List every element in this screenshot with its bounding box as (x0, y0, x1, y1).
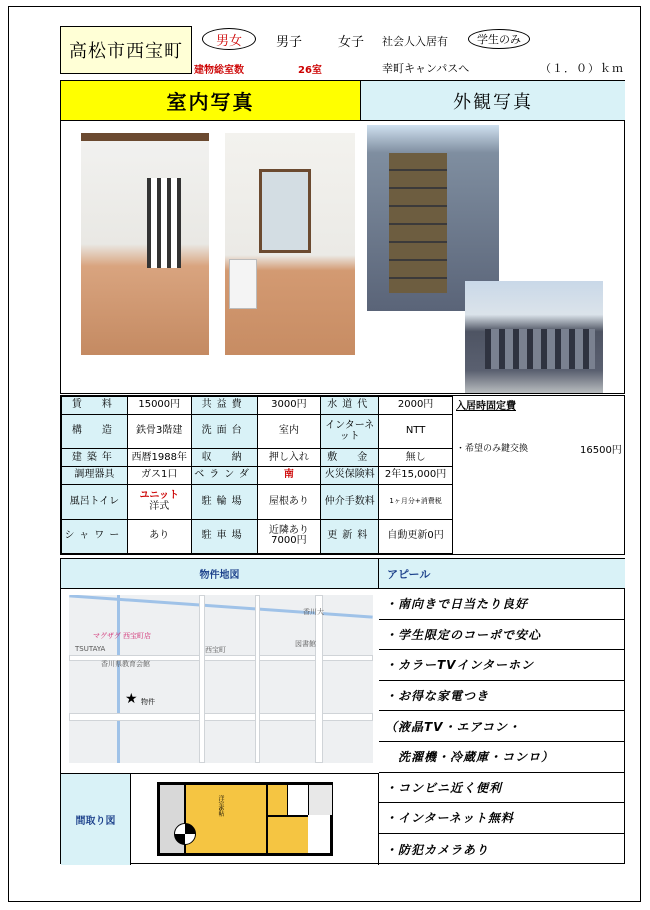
interior-photo-1 (81, 133, 209, 355)
shower-value: あり (127, 519, 191, 553)
students-only-option: 学生のみ (468, 29, 530, 49)
deposit-value: 無し (379, 449, 453, 467)
washbasin-label: 洗面台 (191, 414, 257, 448)
table-row (62, 467, 453, 485)
interior-photo-2 (225, 133, 355, 355)
fixed-cost-amount: 16500円 (580, 445, 622, 456)
fire-insurance-value: 2年15,000円 (379, 467, 453, 485)
common-fee-value: 3000円 (257, 397, 321, 415)
rent-value: 15000円 (127, 397, 191, 415)
sex-mixed-option: 男女 (202, 28, 256, 50)
fixed-cost-item: ・希望のみ鍵交換 (456, 444, 529, 454)
fixed-costs-title: 入居時固定費 (456, 401, 516, 412)
floorplan-kitchen (268, 815, 308, 853)
common-fee-label: 共益費 (191, 397, 257, 415)
map-canal (117, 595, 120, 763)
cooking-label: 調理器具 (62, 467, 128, 485)
fire-insurance-label: 火災保険料 (321, 467, 379, 485)
table-row (62, 485, 453, 519)
bath-toilet-type: 洋式 (149, 500, 170, 512)
bath-toilet-unit: ユニット (139, 490, 180, 502)
shower-label: シャワー (62, 519, 128, 553)
total-rooms-value: 26室 (298, 65, 322, 76)
sex-male-option: 男子 (276, 35, 303, 50)
list-item: ・お得な家電つき (379, 681, 625, 712)
appeal-list (379, 589, 625, 864)
map-river (69, 595, 372, 619)
table-row (62, 414, 453, 448)
parking-label: 駐車場 (191, 519, 257, 553)
built-year-label: 建築年 (62, 449, 128, 467)
sex-female-option: 女子 (338, 35, 365, 50)
map-label-gakuen: 香川県教育会館 (101, 660, 150, 668)
structure-value: 鉄骨3階建 (127, 414, 191, 448)
bath-toilet-value (127, 485, 191, 519)
map-label-kagawa-univ: 香川大 (303, 608, 324, 616)
map-road (315, 595, 323, 763)
bicycle-parking-label: 駐輪場 (191, 485, 257, 519)
table-row (62, 519, 453, 553)
list-item: ・カラーTVインターホン (379, 650, 625, 681)
map-road (69, 713, 373, 721)
cooking-value: ガス1口 (127, 467, 191, 485)
map-label-station: 西宝町 (205, 646, 226, 654)
deposit-label: 敷 金 (321, 449, 379, 467)
storage-value: 押し入れ (257, 449, 321, 467)
area-map (69, 595, 373, 763)
floorplan-door-icon (174, 823, 196, 845)
interior-photos-title: 室内写真 (61, 81, 361, 121)
table-row (62, 449, 453, 467)
built-year-value: 西暦1988年 (127, 449, 191, 467)
bath-toilet-label: 風呂トイレ (62, 485, 128, 519)
rent-label: 賃 料 (62, 397, 128, 415)
structure-label: 構 造 (62, 414, 128, 448)
floorplan-closet (268, 785, 288, 815)
floorplan-title: 間取り図 (61, 773, 131, 865)
bicycle-parking-value: 屋根あり (257, 485, 321, 519)
map-road (199, 595, 205, 763)
map-title: 物件地図 (61, 559, 379, 589)
storage-label: 収 納 (191, 449, 257, 467)
exterior-photo-2 (465, 281, 603, 393)
list-item: ・コンビニ近く便利 (379, 773, 625, 804)
list-item: ・インターネット無料 (379, 803, 625, 834)
renewal-fee-value: 自動更新0円 (379, 519, 453, 553)
photos-section (60, 80, 625, 394)
internet-label: インターネット (321, 414, 379, 448)
balcony-label: ベランダ (191, 467, 257, 485)
parking-value: 近隣あり7000円 (257, 519, 321, 553)
campus-label: 幸町キャンパスへ (382, 62, 470, 75)
balcony-value: 南 (257, 467, 321, 485)
list-item: （液晶TV・エアコン・ (379, 711, 625, 742)
rent-details (60, 395, 625, 555)
map-label-tsutaya: TSUTAYA (75, 645, 106, 653)
property-star-icon: ★ (125, 691, 138, 707)
brokerage-fee-label: 仲介手数料 (321, 485, 379, 519)
table-row (62, 397, 453, 415)
renewal-fee-label: 更新料 (321, 519, 379, 553)
floorplan-bathroom (308, 785, 332, 815)
floorplan-room-label: 洋室6帖 (217, 795, 224, 817)
list-item: ・南向きで日当たり良好 (379, 589, 625, 620)
list-item: ・防犯カメラあり (385, 842, 490, 857)
water-fee-label: 水道代 (321, 397, 379, 415)
appeal-title: アピール (379, 559, 625, 589)
map-label-library: 図書館 (295, 640, 316, 648)
brokerage-fee-value: 1ヶ月分+消費税 (379, 485, 453, 519)
map-road (255, 595, 260, 763)
washbasin-value: 室内 (257, 414, 321, 448)
map-label-property: 物件 (141, 698, 155, 706)
floorplan-main-room (186, 785, 268, 853)
distance-value: （１．０）ｋｍ (540, 62, 624, 75)
list-item: ・学生限定のコーポで安心 (379, 620, 625, 651)
fixed-costs-box (454, 396, 624, 554)
map-appeal-section (60, 558, 625, 864)
rent-table (61, 396, 453, 554)
working-adults-option: 社会人入居有 (382, 35, 448, 48)
exterior-photos-title: 外観写真 (361, 81, 625, 121)
floorplan-drawing (157, 782, 333, 856)
list-item: 洗濯機・冷蔵庫・コンロ） (379, 742, 625, 773)
internet-value: NTT (379, 414, 453, 448)
map-label-pharmacy: マグザグ 西宝町店 (93, 632, 151, 640)
water-fee-value: 2000円 (379, 397, 453, 415)
floorplan-area (131, 773, 379, 865)
total-rooms-label: 建物総室数 (194, 65, 244, 76)
town-name: 高松市西宝町 (60, 26, 192, 74)
